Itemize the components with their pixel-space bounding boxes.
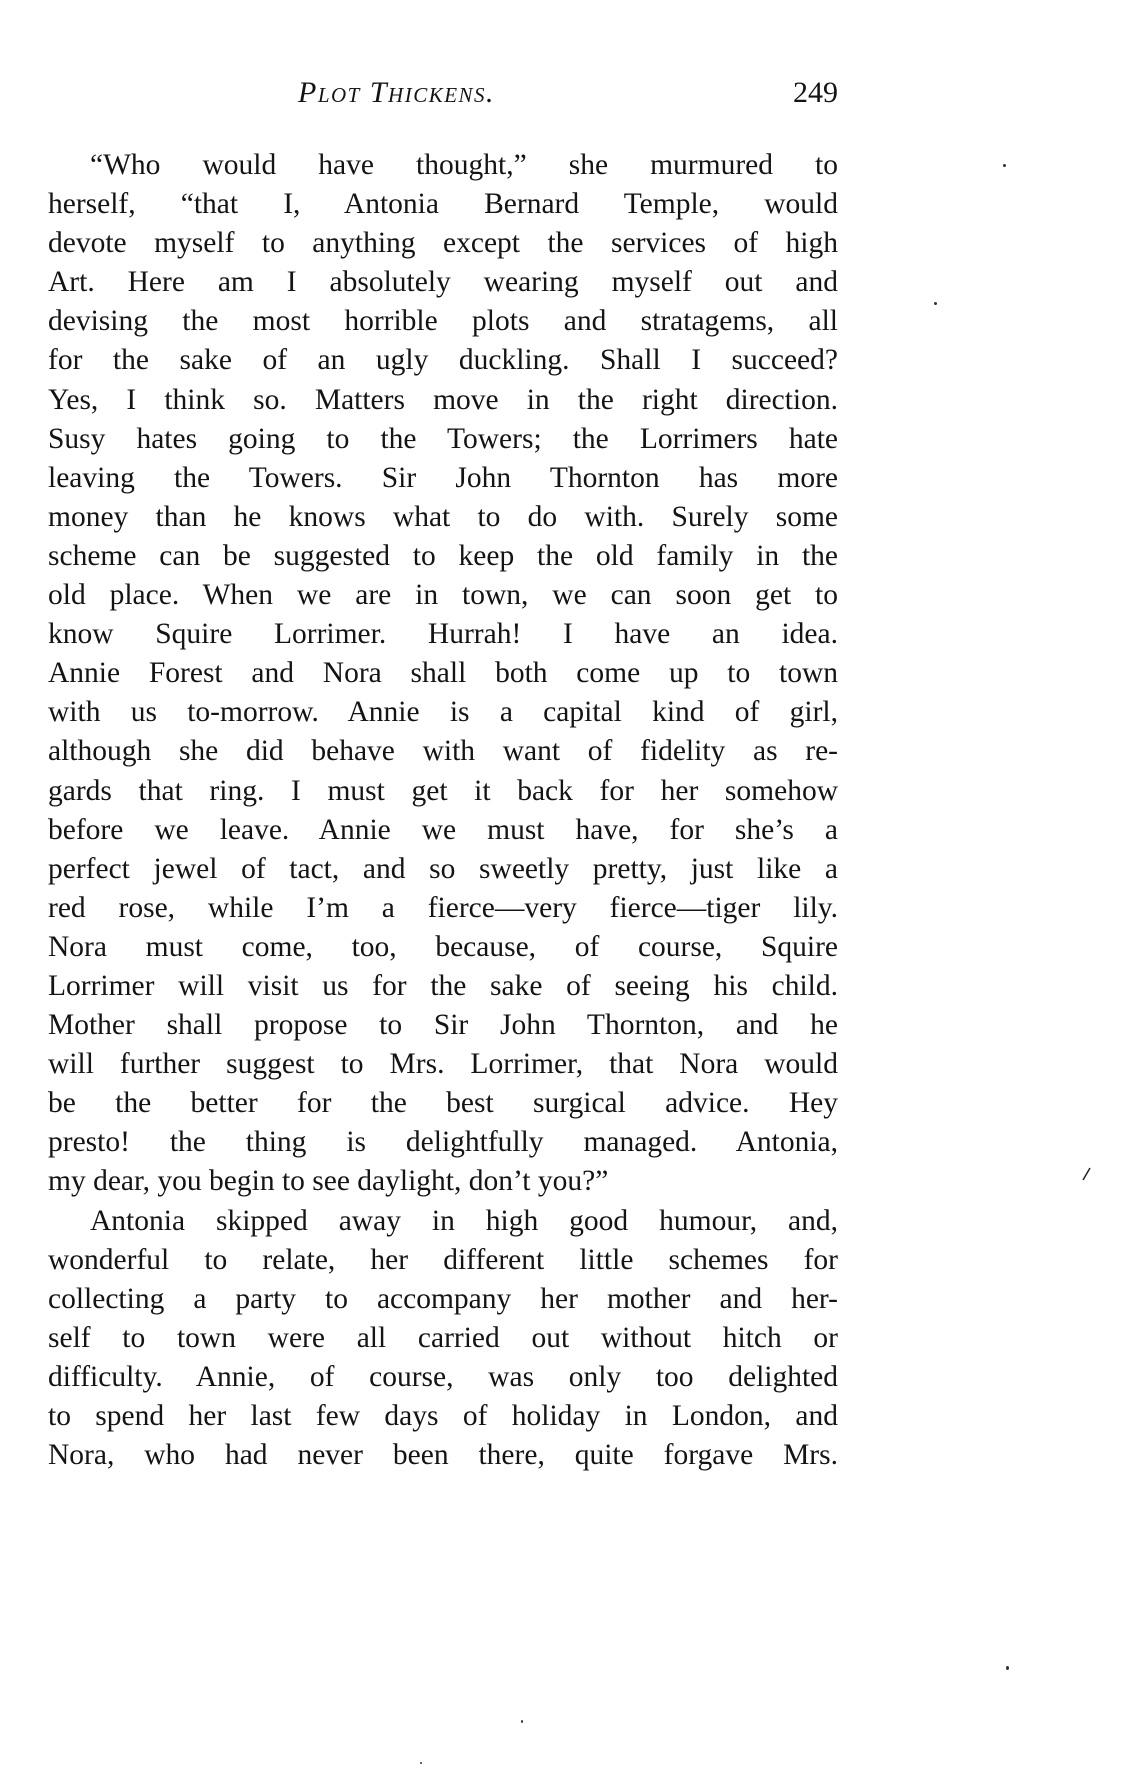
text-line: leaving the Towers. Sir John Thornton has more	[48, 461, 838, 494]
text-line: perfect jewel of tact, and so sweetly pretty, just like a	[48, 852, 838, 885]
text-line: Annie Forest and Nora shall both come up to town	[48, 657, 838, 690]
text-line: with us to-morrow. Annie is a capital kind of girl,	[48, 696, 838, 729]
text-line: to spend her last few days of holiday in London, and	[48, 1400, 838, 1432]
text-line: devising the most horrible plots and stratagems, all	[48, 305, 838, 338]
text-line: money than he knows what to do with. Surely some	[48, 500, 838, 533]
text-line: Lorrimer will visit us for the sake of seeing his child.	[48, 969, 838, 1002]
scan-speck	[1006, 1666, 1009, 1670]
text-line: scheme can be suggested to keep the old family in the	[48, 539, 838, 572]
scan-speck	[934, 302, 937, 305]
running-title: Plot Thickens.	[298, 76, 496, 109]
text-line: difficulty. Annie, of course, was only too delighted	[48, 1360, 838, 1393]
text-line: wonderful to relate, her different little schemes for	[48, 1243, 838, 1276]
text-line: Mother shall propose to Sir John Thornton, and he	[48, 1009, 838, 1042]
text-line: Nora must come, too, because, of course, Squire	[48, 930, 838, 963]
page-number: 249	[793, 76, 838, 109]
paragraph-2	[48, 1202, 838, 1476]
text-line: my dear, you begin to see daylight, don’t you?”	[48, 1165, 609, 1198]
page-header	[48, 76, 838, 120]
text-line: old place. When we are in town, we can soon get to	[48, 579, 838, 612]
text-line: devote myself to anything except the services of high	[48, 227, 838, 260]
scan-speck	[1003, 164, 1006, 167]
text-line: gards that ring. I must get it back for her somehow	[48, 774, 838, 807]
text-line: Antonia skipped away in high good humour, and,	[90, 1204, 838, 1237]
text-line: presto! the thing is delightfully managed. Antonia,	[48, 1126, 838, 1159]
pencil-mark	[1080, 1166, 1092, 1182]
text-line: Nora, who had never been there, quite forgave Mrs.	[48, 1439, 838, 1472]
text-line: Yes, I think so. Matters move in the right direction.	[48, 383, 838, 416]
paragraph-1	[48, 146, 838, 1202]
text-line: be the better for the best surgical advice. Hey	[48, 1087, 838, 1120]
body-text	[48, 146, 838, 1475]
text-line: “Who would have thought,” she murmured to	[90, 149, 838, 181]
text-line: know Squire Lorrimer. Hurrah! I have an idea.	[48, 618, 838, 651]
text-line: will further suggest to Mrs. Lorrimer, that Nora would	[48, 1048, 838, 1081]
text-line: self to town were all carried out without hitch or	[48, 1321, 838, 1354]
text-line: herself, “that I, Antonia Bernard Temple, would	[48, 188, 838, 221]
scan-speck	[521, 1720, 523, 1723]
text-line: for the sake of an ugly duckling. Shall I succeed?	[48, 344, 838, 377]
text-line: although she did behave with want of fidelity as re-	[48, 735, 838, 768]
text-line: Susy hates going to the Towers; the Lorrimers hate	[48, 422, 838, 455]
text-line: red rose, while I’m a fierce—very fierce—tiger lily.	[48, 891, 838, 924]
scan-speck	[420, 1762, 422, 1764]
text-line: before we leave. Annie we must have, for she’s a	[48, 813, 838, 846]
text-line: Art. Here am I absolutely wearing myself out and	[48, 266, 838, 299]
text-line: collecting a party to accompany her mother and her-	[48, 1282, 838, 1315]
